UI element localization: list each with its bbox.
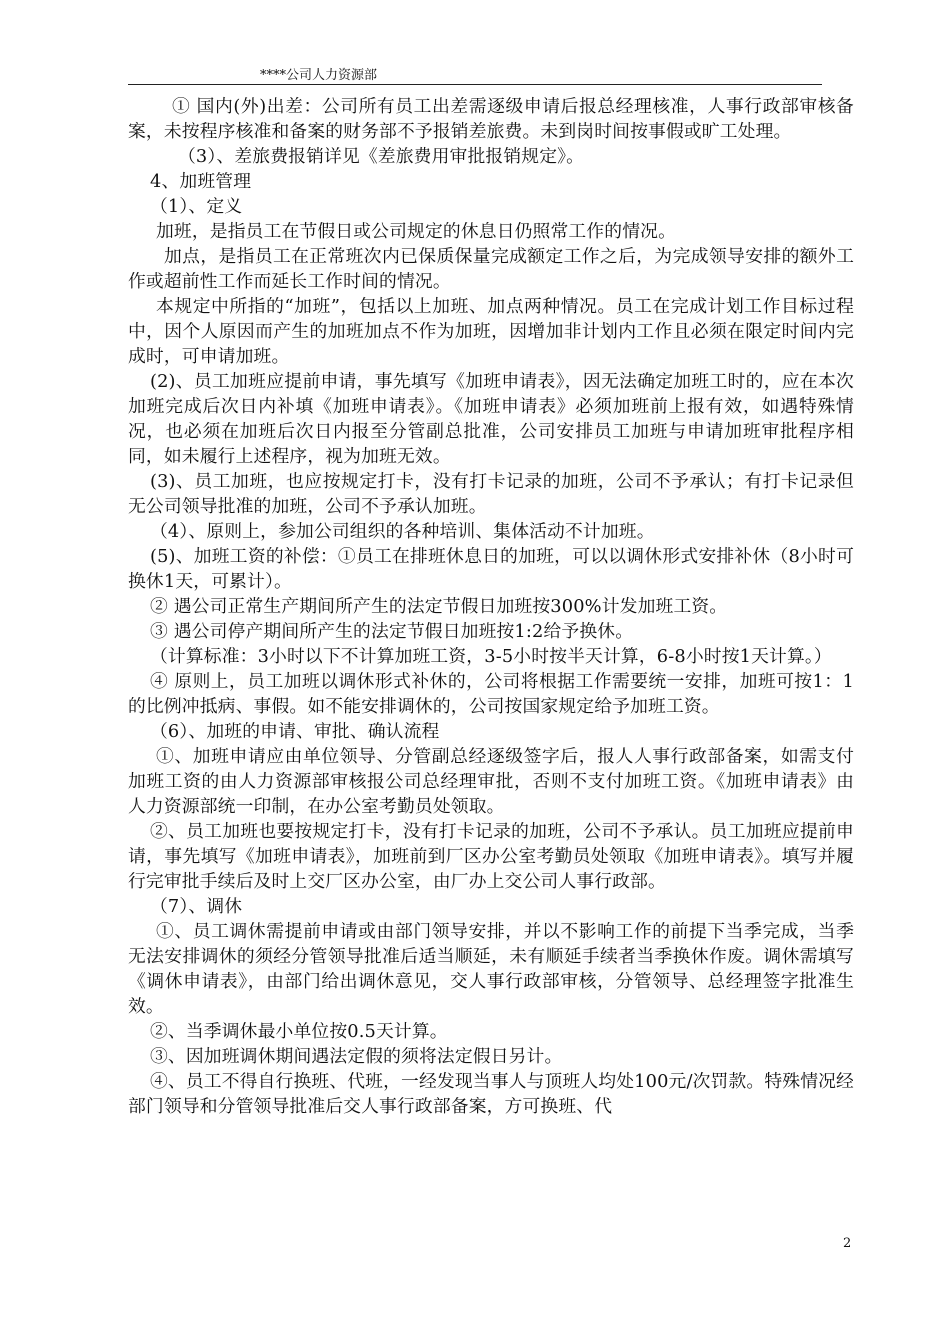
paragraph: ①、员工调休需提前申请或由部门领导安排，并以不影响工作的前提下当季完成，当季无法安排调休的须经分管领导批准后适当顺延，未有顺延手续者当季换休作废。调休需填写《调休申请表》，由部门给出调休意见，交人事行政部审核，分管领导、总经理签字批准生效。 (128, 921, 854, 1017)
paragraph: （计算标准：3小时以下不计算加班工资，3-5小时按半天计算，6-8小时按1天计算。） (150, 646, 832, 667)
paragraph: 4、加班管理 (150, 171, 252, 192)
paragraph: （3）、差旅费报销详见《差旅费用审批报销规定》。 (178, 146, 585, 167)
paragraph: （6）、加班的申请、审批、确认流程 (150, 721, 440, 742)
document-body (128, 94, 854, 1119)
paragraph: ④、员工不得自行换班、代班，一经发现当事人与顶班人均处100元/次罚款。特殊情况经部门领导和分管领导批准后交人事行政部备案，方可换班、代 (128, 1071, 854, 1117)
paragraph: ②、当季调休最小单位按0.5天计算。 (150, 1021, 448, 1042)
paragraph: (5)、加班工资的补偿：①员工在排班休息日的加班，可以以调休形式安排补休（8小时可换休1天，可累计）。 (128, 546, 854, 592)
page-number: 2 (843, 1236, 852, 1251)
page-header: ****公司人力资源部 (260, 68, 378, 83)
header-divider (128, 84, 822, 85)
paragraph: （1）、定义 (150, 196, 243, 217)
paragraph: （4）、原则上，参加公司组织的各种培训、集体活动不计加班。 (150, 521, 655, 542)
paragraph: ④ 原则上，员工加班以调休形式补休的，公司将根据工作需要统一安排，加班可按1：1的比例冲抵病、事假。如不能安排调休的，公司按国家规定给予加班工资。 (128, 671, 854, 717)
paragraph: 本规定中所指的“加班”，包括以上加班、加点两种情况。员工在完成计划工作目标过程中，因个人原因而产生的加班加点不作为加班，因增加非计划内工作且必须在限定时间内完成时，可申请加班。 (128, 296, 854, 367)
paragraph: （7）、调休 (150, 896, 243, 917)
paragraph: ① 国内(外)出差：公司所有员工出差需逐级申请后报总经理核准，人事行政部审核备案，未按程序核准和备案的财务部不予报销差旅费。未到岗时间按事假或旷工处理。 (128, 96, 854, 142)
paragraph: ①、加班申请应由单位领导、分管副总经逐级签字后，报人人事行政部备案，如需支付加班工资的由人力资源部审核报公司总经理审批，否则不支付加班工资。《加班申请表》由人力资源部统一印制，在办公室考勤员处领取。 (128, 746, 854, 817)
paragraph: ② 遇公司正常生产期间所产生的法定节假日加班按300%计发加班工资。 (150, 596, 728, 617)
paragraph: (3)、员工加班，也应按规定打卡，没有打卡记录的加班，公司不予承认；有打卡记录但无公司领导批准的加班，公司不予承认加班。 (128, 471, 854, 517)
paragraph: 加点，是指员工在正常班次内已保质保量完成额定工作之后，为完成领导安排的额外工作或超前性工作而延长工作时间的情况。 (128, 246, 854, 292)
paragraph: ③、因加班调休期间遇法定假的须将法定假日另计。 (150, 1046, 563, 1067)
paragraph: (2)、员工加班应提前申请，事先填写《加班申请表》，因无法确定加班工时的，应在本次加班完成后次日内补填《加班申请表》。《加班申请表》必须加班前上报有效，如遇特殊情况，也必须在加班后次日内报至分管副总批准，公司安排员工加班与申请加班审批程序相同，如未履行上述程序，视为加班无效。 (128, 371, 854, 467)
paragraph: ②、员工加班也要按规定打卡，没有打卡记录的加班，公司不予承认。员工加班应提前申请，事先填写《加班申请表》，加班前到厂区办公室考勤员处领取《加班申请表》。填写并履行完审批手续后及时上交厂区办公室，由厂办上交公司人事行政部。 (128, 821, 854, 892)
paragraph: ③ 遇公司停产期间所产生的法定节假日加班按1:2给予换休。 (150, 621, 634, 642)
paragraph: 加班，是指员工在节假日或公司规定的休息日仍照常工作的情况。 (156, 221, 677, 242)
